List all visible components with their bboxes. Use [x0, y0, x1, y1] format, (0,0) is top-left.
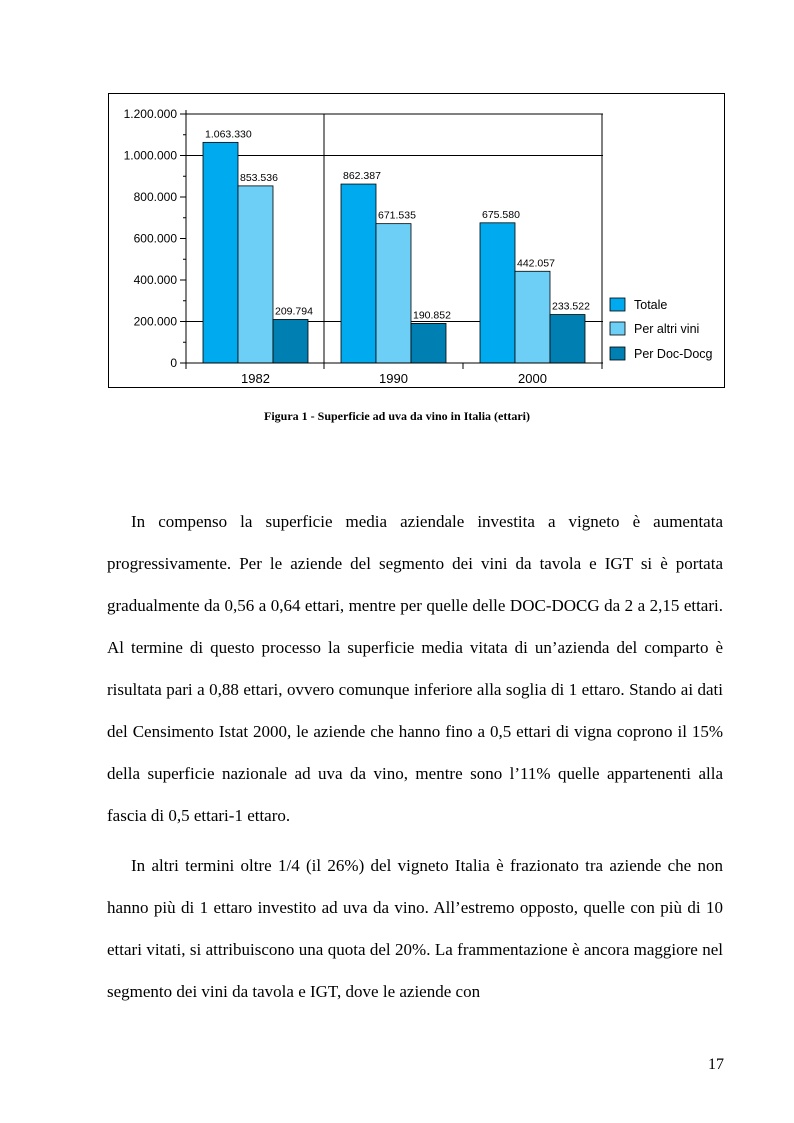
body-paragraph-2: In altri termini oltre 1/4 (il 26%) del vigneto Italia è frazionato tra aziende che non hanno più di 1 ettaro investito ad uva da vino. All’estremo opposto, quelle con più di 10 ettari vitati, si attribuiscono una quota del 20%. La frammentazione è ancora maggiore nel segmento dei vini da tavola e IGT, dove le aziende con: [107, 856, 723, 1001]
data-label: 675.580: [482, 208, 520, 221]
page-number: 17: [708, 1056, 724, 1073]
data-label: 233.522: [552, 300, 590, 313]
bar: [515, 271, 550, 363]
bar: [273, 319, 308, 363]
data-label: 190.852: [413, 309, 451, 322]
y-tick-label: 1.200.000: [123, 107, 177, 121]
legend-label: Per Doc-Docg: [634, 347, 713, 361]
bar: [550, 315, 585, 363]
chart-canvas: [109, 94, 726, 389]
figure-caption: Figura 1 - Superficie ad uva da vino in Italia (ettari): [264, 409, 530, 423]
bar: [376, 224, 411, 363]
data-label: 862.387: [343, 170, 381, 183]
legend-swatch: [610, 322, 625, 335]
data-label: 853.536: [240, 171, 278, 184]
data-label: 1.063.330: [205, 128, 252, 141]
legend-label: Totale: [634, 298, 668, 312]
y-tick-label: 600.000: [133, 231, 177, 246]
x-tick-label: 1990: [379, 371, 408, 386]
x-tick-label: 2000: [518, 371, 547, 386]
body-paragraph-1: In compenso la superficie media aziendale investita a vigneto è aumentata progressivamente. Per le aziende del segmento dei vini da tavola e IGT si è portata gradualmente da 0,56 a 0,64 ettari, mentre per quelle delle DOC-DOCG da 2 a 2,15 ettari. Al termine di questo processo la superficie media vitata di un’azienda del comparto è risultata pari a 0,88 ettari, ovvero comunque inferiore alla soglia di 1 ettaro. Stando ai dati del Censimento Istat 2000, le aziende che hanno fino a 0,5 ettari di vigna coprono il 15% della superficie nazionale ad uva da vino, mentre sono l’11% quelle appartenenti alla fascia di 0,5 ettari-1 ettaro.: [107, 512, 723, 825]
legend-swatch: [610, 298, 625, 311]
y-tick-label: 0: [170, 356, 177, 370]
y-tick-label: 200.000: [133, 314, 177, 329]
data-label: 671.535: [378, 209, 416, 222]
bar: [480, 223, 515, 363]
bar: [411, 323, 446, 363]
y-tick-label: 1.000.000: [123, 148, 177, 163]
legend-swatch: [610, 347, 625, 360]
legend-label: Per altri vini: [634, 322, 700, 336]
x-tick-label: 1982: [241, 371, 270, 386]
y-tick-label: 800.000: [133, 190, 177, 204]
bar: [341, 184, 376, 363]
data-label: 442.057: [517, 257, 555, 270]
bar: [203, 142, 238, 363]
bar-chart: [108, 93, 725, 388]
bar: [238, 186, 273, 363]
y-tick-label: 400.000: [133, 273, 177, 287]
data-label: 209.794: [275, 305, 313, 318]
